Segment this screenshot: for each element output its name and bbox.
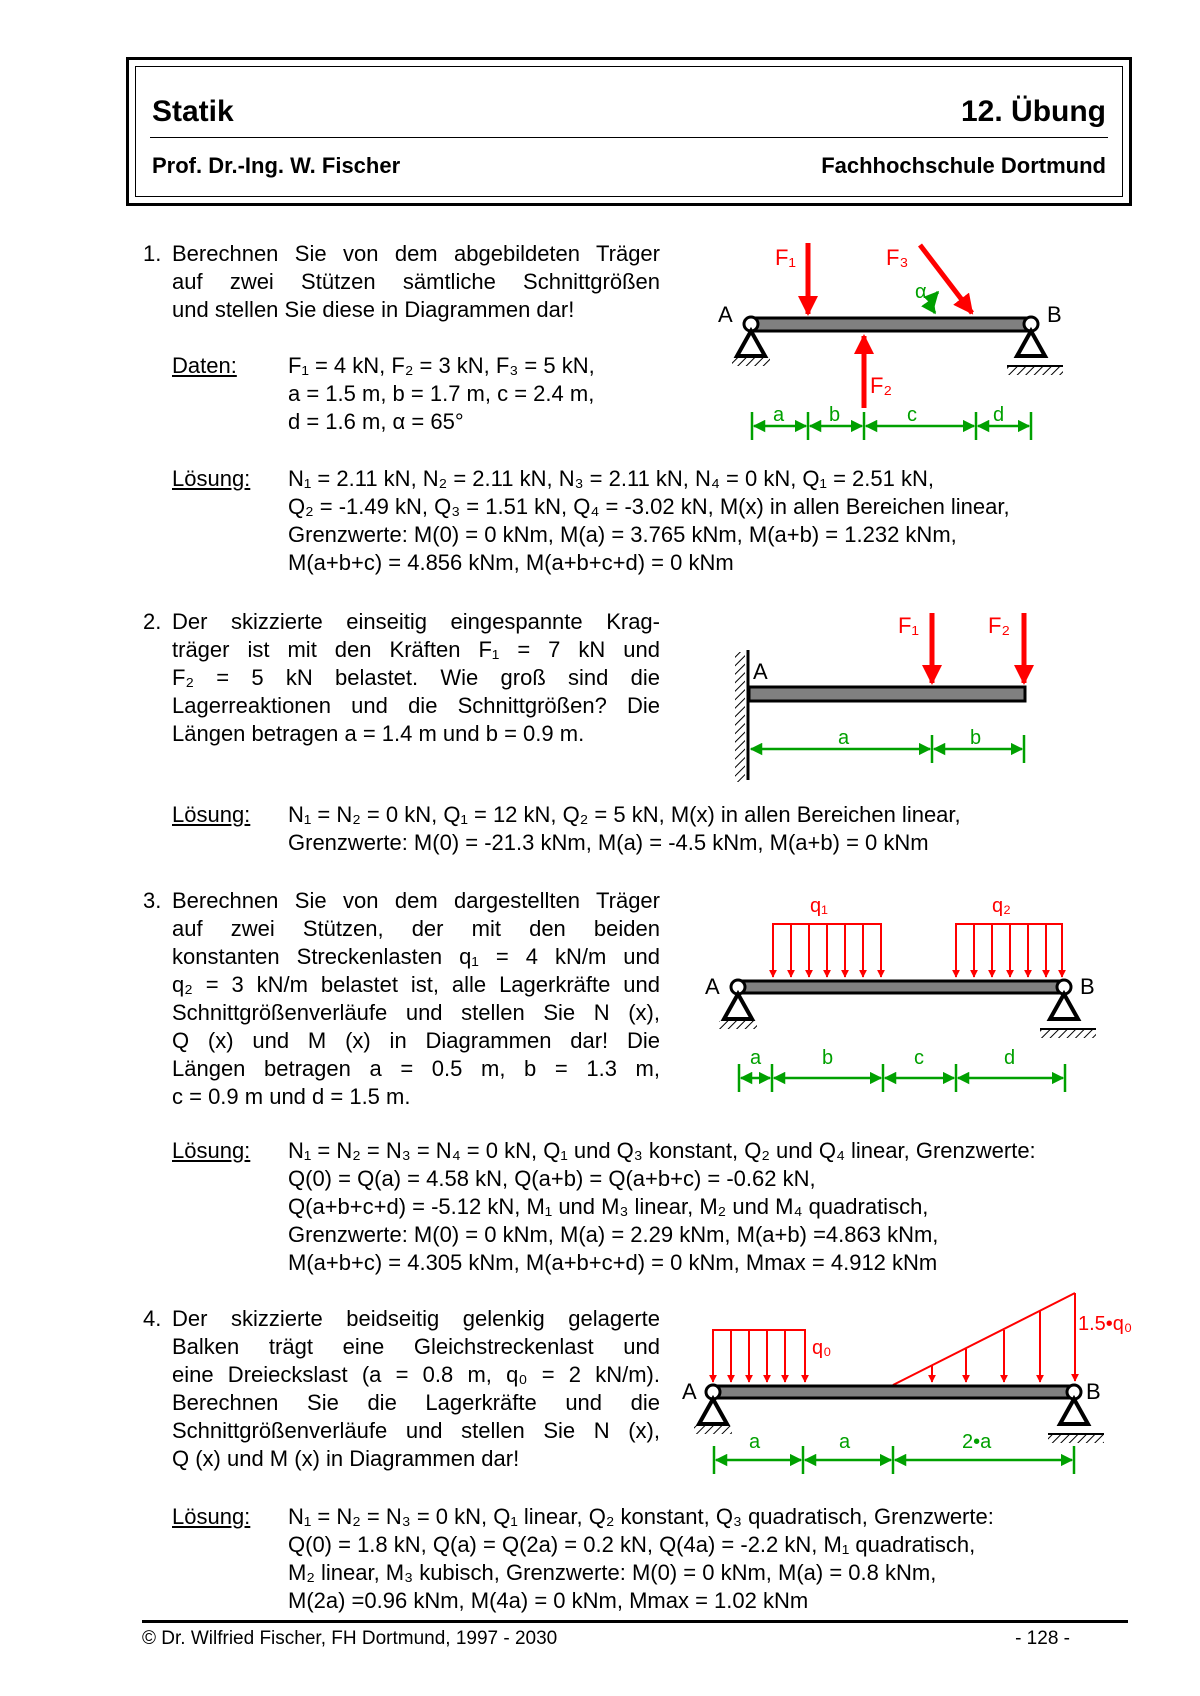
support-b <box>1060 1399 1088 1424</box>
dim-label-c: c <box>914 1047 924 1069</box>
figure-3 <box>705 895 1096 1092</box>
label-alpha: α <box>915 281 927 303</box>
task-line: Q (x) und M (x) in Diagrammen dar! <box>172 1446 520 1471</box>
label-q-end: 1.5•q₀ <box>1078 1313 1133 1335</box>
solution-label: Lösung: <box>172 466 251 491</box>
solution-line: N₁ = N₂ = 0 kN, Q₁ = 12 kN, Q₂ = 5 kN, M(x) in allen Bereichen linear, <box>288 802 961 827</box>
label-support-b: B <box>1086 1379 1101 1404</box>
label-f1: F₁ <box>898 613 919 638</box>
footer-divider <box>142 1620 1128 1623</box>
task-line: Berechnen Sie die Lagerkräfte und die <box>172 1390 660 1415</box>
label-support-a: A <box>705 974 720 999</box>
exercise-number: 12. Übung <box>960 95 1106 128</box>
dim-label-d: d <box>993 404 1005 426</box>
load-q1-arrows <box>773 924 881 977</box>
solution-line: Q(0) = Q(a) = 4.58 kN, Q(a+b) = Q(a+b+c) = -0.62 kN, <box>288 1166 816 1191</box>
solution-line: Grenzwerte: M(0) = 0 kNm, M(a) = 2.29 kNm, M(a+b) =4.863 kNm, <box>288 1222 939 1247</box>
task-line: eine Dreieckslast (a = 0.8 m, q₀ = 2 kN/m). <box>172 1362 660 1387</box>
task-line: c = 0.9 m und d = 1.5 m. <box>172 1084 411 1109</box>
ground-hatch <box>719 1021 757 1029</box>
task-line: träger ist mit den Kräften F₁ = 7 kN und <box>172 637 660 662</box>
solution-label: Lösung: <box>172 802 251 827</box>
data-line: d = 1.6 m, α = 65° <box>288 409 464 434</box>
figure-4 <box>682 1293 1132 1474</box>
dim-label-a1: a <box>749 1431 761 1453</box>
task-line: und stellen Sie diese in Diagrammen dar! <box>172 297 575 322</box>
support-a <box>737 331 765 356</box>
ground-hatch <box>1048 1435 1104 1443</box>
dim-label-d: d <box>1004 1047 1016 1069</box>
dim-label-b: b <box>829 404 841 426</box>
label-f2: F₂ <box>988 613 1010 638</box>
support-b <box>1050 994 1078 1019</box>
task-line: Der skizzierte einseitig eingespannte Krag- <box>172 609 660 634</box>
task-line: Der skizzierte beidseitig gelenkig gelagerte <box>172 1306 660 1331</box>
label-q0: q₀ <box>812 1337 832 1359</box>
task-line: auf zwei Stützen, der mit den beiden <box>172 916 660 941</box>
beam <box>749 687 1025 701</box>
data-line: F₁ = 4 kN, F₂ = 3 kN, F₃ = 5 kN, <box>288 353 595 378</box>
label-support-a: A <box>753 659 768 684</box>
task-line: konstanten Streckenlasten q₁ = 4 kN/m und <box>172 944 660 969</box>
label-support-b: B <box>1047 302 1062 327</box>
copyright-text: © Dr. Wilfried Fischer, FH Dortmund, 1997 - 2030 <box>142 1628 558 1649</box>
dim-label-b: b <box>970 727 982 749</box>
angle-arc <box>932 292 938 313</box>
dim-label-a: a <box>838 727 850 749</box>
label-q2: q₂ <box>992 895 1011 917</box>
task-line: Berechnen Sie von dem dargestellten Träger <box>172 888 660 913</box>
label-f3: F₃ <box>886 245 909 270</box>
task-line: q₂ = 3 kN/m belastet ist, alle Lagerkräfte und <box>172 972 660 997</box>
page-number: - 128 - <box>1015 1628 1070 1649</box>
solution-line: N₁ = N₂ = N₃ = N₄ = 0 kN, Q₁ und Q₃ konstant, Q₂ und Q₄ linear, Grenzwerte: <box>288 1138 1036 1163</box>
label-support-a: A <box>718 302 733 327</box>
figure-1 <box>718 243 1063 440</box>
task-line: Lagerreaktionen und die Schnittgrößen? Die <box>172 693 660 718</box>
solution-line: M(a+b+c) = 4.305 kNm, M(a+b+c+d) = 0 kNm, Mmax = 4.912 kNm <box>288 1250 938 1275</box>
force-f3-arrow <box>920 245 972 313</box>
figure-2 <box>735 613 1025 782</box>
beam <box>712 1386 1075 1398</box>
task-line: Längen betragen a = 1.4 m und b = 0.9 m. <box>172 721 585 746</box>
label-support-a: A <box>682 1379 697 1404</box>
task-line: Schnittgrößenverläufe und stellen Sie N (x), <box>172 1418 660 1443</box>
data-line: a = 1.5 m, b = 1.7 m, c = 2.4 m, <box>288 381 595 406</box>
solution-line: M(a+b+c) = 4.856 kNm, M(a+b+c+d) = 0 kNm <box>288 550 734 575</box>
professor-name: Prof. Dr.-Ing. W. Fischer <box>152 153 401 178</box>
solution-label: Lösung: <box>172 1138 251 1163</box>
problem-number: 1. <box>143 241 162 266</box>
dim-label-b: b <box>822 1047 834 1069</box>
dim-label-a: a <box>750 1047 762 1069</box>
wall-hatch <box>735 652 745 782</box>
problem-number: 2. <box>143 609 162 634</box>
ground-hatch <box>1040 1030 1096 1038</box>
task-line: F₂ = 5 kN belastet. Wie groß sind die <box>172 665 660 690</box>
label-f1: F₁ <box>775 245 796 270</box>
task-line: Balken trägt eine Gleichstreckenlast und <box>172 1334 660 1359</box>
institution-name: Fachhochschule Dortmund <box>821 153 1106 178</box>
label-support-b: B <box>1080 974 1095 999</box>
solution-line: N₁ = 2.11 kN, N₂ = 2.11 kN, N₃ = 2.11 kN, N₄ = 0 kN, Q₁ = 2.51 kN, <box>288 466 934 491</box>
task-line: Schnittgrößenverläufe und stellen Sie N (x), <box>172 1000 660 1025</box>
support-a <box>699 1399 727 1424</box>
solution-line: N₁ = N₂ = N₃ = 0 kN, Q₁ linear, Q₂ konstant, Q₃ quadratisch, Grenzwerte: <box>288 1504 994 1529</box>
task-line: Berechnen Sie von dem abgebildeten Träger <box>172 241 660 266</box>
task-line: Längen betragen a = 0.5 m, b = 1.3 m, <box>172 1056 660 1081</box>
beam <box>737 981 1066 993</box>
solution-label: Lösung: <box>172 1504 251 1529</box>
ground-hatch <box>732 358 770 366</box>
task-line: auf zwei Stützen sämtliche Schnittgrößen <box>172 269 660 294</box>
dim-label-c: c <box>907 404 917 426</box>
ground-hatch <box>1007 367 1063 375</box>
solution-line: M(2a) =0.96 kNm, M(4a) = 0 kNm, Mmax = 1.02 kNm <box>288 1588 809 1613</box>
course-title: Statik <box>152 95 234 128</box>
task-line: Q (x) und M (x) in Diagrammen dar! Die <box>172 1028 660 1053</box>
load-q0-arrows <box>713 1330 805 1382</box>
dim-label-2a: 2•a <box>962 1431 992 1453</box>
data-label: Daten: <box>172 353 237 378</box>
dim-label-a2: a <box>839 1431 851 1453</box>
ground-hatch <box>694 1426 732 1434</box>
solution-line: Q(0) = 1.8 kN, Q(a) = Q(2a) = 0.2 kN, Q(4a) = -2.2 kN, M₁ quadratisch, <box>288 1532 976 1557</box>
solution-line: Grenzwerte: M(0) = -21.3 kNm, M(a) = -4.5 kNm, M(a+b) = 0 kNm <box>288 830 929 855</box>
beam <box>750 318 1032 331</box>
load-q2-arrows <box>956 924 1062 977</box>
solution-line: M₂ linear, M₃ kubisch, Grenzwerte: M(0) = 0 kNm, M(a) = 0.8 kNm, <box>288 1560 937 1585</box>
label-f2: F₂ <box>870 373 892 398</box>
load-triangle-arrows <box>932 1311 1040 1382</box>
problem-number: 3. <box>143 888 162 913</box>
load-triangle-slope <box>893 1293 1075 1385</box>
label-q1: q₁ <box>810 895 828 917</box>
solution-line: Q(a+b+c+d) = -5.12 kN, M₁ und M₃ linear, M₂ und M₄ quadratisch, <box>288 1194 929 1219</box>
problem-number: 4. <box>143 1306 162 1331</box>
support-b <box>1017 331 1045 356</box>
solution-line: Grenzwerte: M(0) = 0 kNm, M(a) = 3.765 kNm, M(a+b) = 1.232 kNm, <box>288 522 957 547</box>
dim-label-a: a <box>773 404 785 426</box>
support-a <box>724 994 752 1019</box>
solution-line: Q₂ = -1.49 kN, Q₃ = 1.51 kN, Q₄ = -3.02 kN, M(x) in allen Bereichen linear, <box>288 494 1010 519</box>
